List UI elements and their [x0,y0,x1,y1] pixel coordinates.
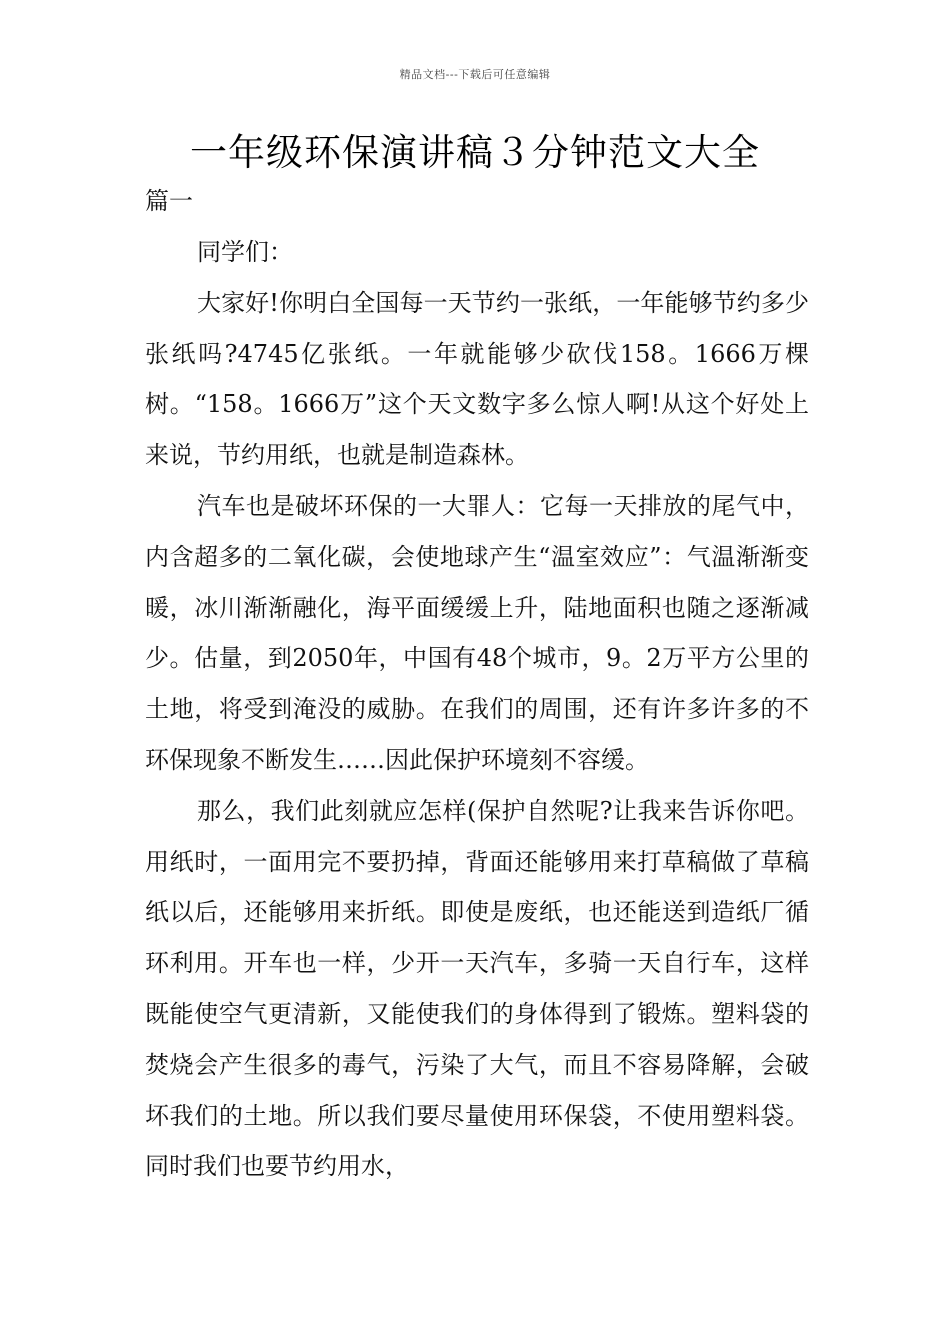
header-note: 精品文档---下载后可任意编辑 [399,68,551,81]
body-text [145,227,809,1192]
paragraph: 大家好!你明白全国每一天节约一张纸，一年能够节约多少张纸吗?4745亿张纸。一年就能够少砍伐158。1666万棵树。“158。1666万”这个天文数字多么惊人啊!从这个好处上来说，节约用纸，也就是制造森林。 [145,288,809,470]
document-title: 一年级环保演讲稿３分钟范文大全 [190,131,760,174]
paragraph-greeting: 同学们： [197,238,293,266]
paragraph: 汽车也是破坏环保的一大罪人：它每一天排放的尾气中，内含超多的二氧化碳，会使地球产生“温室效应”：气温渐渐变暖，冰川渐渐融化，海平面缓缓上升，陆地面积也随之逐渐减少。估量，到2050年，中国有48个城市，9。2万平方公里的土地，将受到淹没的威胁。在我们的周围，还有许多许多的不环保现象不断发生……因此保护环境刻不容缓。 [145,491,809,774]
paragraph: 那么，我们此刻就应怎样(保护自然呢?让我来告诉你吧。用纸时，一面用完不要扔掉，背面还能够用来打草稿做了草稿纸以后，还能够用来折纸。即使是废纸，也还能送到造纸厂循环利用。开车也一样，少开一天汽车，多骑一天自行车，这样既能使空气更清新，又能使我们的身体得到了锻炼。塑料袋的焚烧会产生很多的毒气，污染了大气，而且不容易降解，会破坏我们的土地。所以我们要尽量使用环保袋，不使用塑料袋。同时我们也要节约用水， [145,796,809,1181]
section-label: 篇一 [145,187,193,215]
